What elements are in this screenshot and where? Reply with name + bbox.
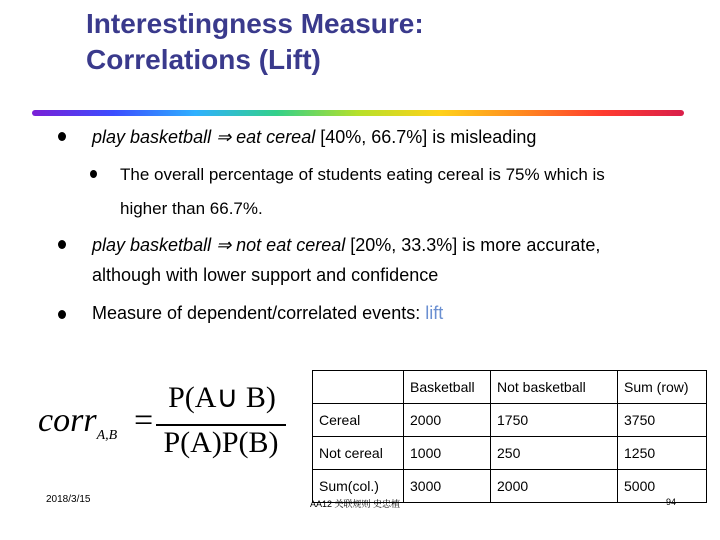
table-cell: 3000 [404,470,491,503]
bullet-1-rest: [40%, 66.7%] is misleading [315,127,537,147]
table-cell: Sum(col.) [313,470,404,503]
sub-bullet-dot [90,170,97,178]
table-row [313,437,707,470]
sub-bullet-1-line-1: The overall percentage of students eating cereal is 75% which is [120,165,605,184]
bullet-2-cont [92,262,438,288]
table-header-cell: Not basketball [491,371,618,404]
table-cell: 1250 [618,437,707,470]
contingency-table [312,370,707,503]
lift-term: lift [425,303,444,323]
formula-subscript: A,B [96,427,118,443]
bullet-3 [92,300,443,326]
bullet-2-rule: play basketball ⇒ not eat cereal [92,235,346,255]
table-header-cell: Basketball [404,371,491,404]
table-cell: Cereal [313,404,404,437]
bullet-dot [58,132,66,141]
table-header-row [313,371,707,404]
bullet-1-rule: play basketball ⇒ eat cereal [92,127,316,147]
formula-lhs [38,402,117,444]
table-cell: 3750 [618,404,707,437]
table-cell: 2000 [404,404,491,437]
table-row [313,404,707,437]
lift-formula [38,380,288,470]
sub-bullet-1-cont [120,196,263,222]
table-cell: 1750 [491,404,618,437]
bullet-2-rest: [20%, 33.3%] is more accurate, [345,235,601,255]
page-number: 94 [666,497,677,507]
rainbow-divider [32,110,684,116]
table-cell: 2000 [491,470,618,503]
bullet-2-line-2: although with lower support and confidence [92,265,439,285]
bullet-2 [92,232,712,258]
table-cell: Not cereal [313,437,404,470]
bullet-dot [58,310,66,319]
bullet-1 [92,124,536,150]
table-header-cell: Sum (row) [618,371,707,404]
title-line-1: Interestingness Measure: [86,8,424,39]
formula-numerator: P(A∪ B) [168,381,276,414]
footer-center: AA12 关联规则 史忠植 [310,499,401,509]
bullet-dot [58,240,66,249]
slide-title [86,6,646,78]
title-line-2: Correlations (Lift) [86,44,321,75]
footer-date: 2018/3/15 [46,494,91,505]
formula-denominator: P(A)P(B) [163,426,279,459]
sub-bullet-1 [120,162,710,188]
table-cell: 5000 [618,470,707,503]
table-cell: 250 [491,437,618,470]
bullet-3-text: Measure of dependent/correlated events: [92,303,426,323]
sub-bullet-1-line-2: higher than 66.7%. [120,199,263,218]
formula-equals: = [134,402,154,439]
table-cell: 1000 [404,437,491,470]
formula-corr: corr [38,402,97,439]
table-header-cell [313,371,404,404]
